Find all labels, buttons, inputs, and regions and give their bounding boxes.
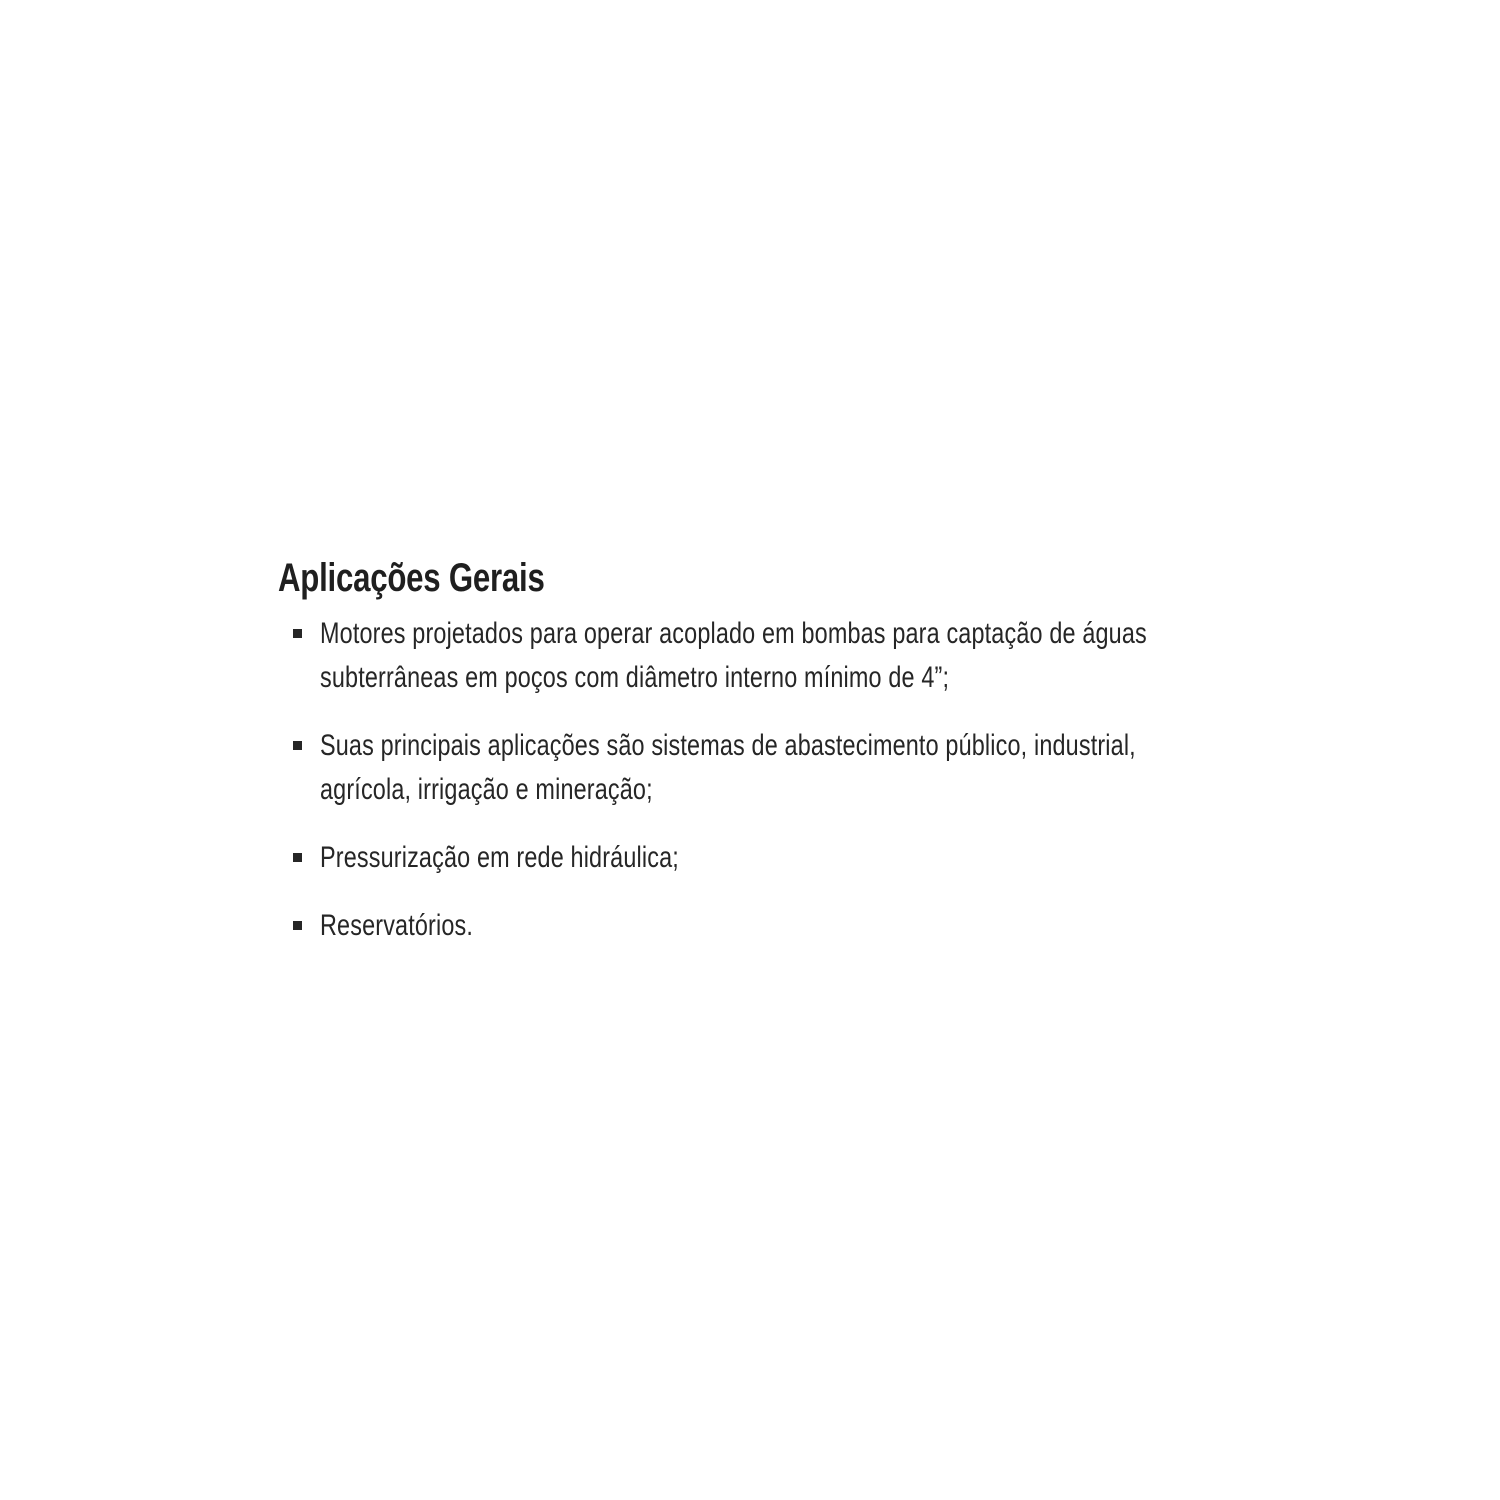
list-item-text: Suas principais aplicações são sistemas de abastecimento público, industrial, agrícola, irrigação e mineração; bbox=[320, 729, 1136, 806]
list-item-text: Motores projetados para operar acoplado em bombas para captação de águas subterrâneas em poços com diâmetro interno mínimo de 4”; bbox=[320, 617, 1147, 694]
list-item bbox=[278, 836, 1258, 880]
square-bullet-icon bbox=[293, 629, 302, 638]
list-item bbox=[278, 904, 1258, 948]
list-item-text: Pressurização em rede hidráulica; bbox=[320, 841, 679, 874]
applications-section bbox=[278, 552, 1258, 972]
list-item-text: Reservatórios. bbox=[320, 909, 474, 942]
square-bullet-icon bbox=[293, 853, 302, 862]
square-bullet-icon bbox=[293, 741, 302, 750]
applications-list bbox=[278, 612, 1258, 948]
list-item bbox=[278, 724, 1258, 812]
list-item bbox=[278, 612, 1258, 700]
square-bullet-icon bbox=[293, 921, 302, 930]
section-title: Aplicações Gerais bbox=[278, 556, 545, 600]
